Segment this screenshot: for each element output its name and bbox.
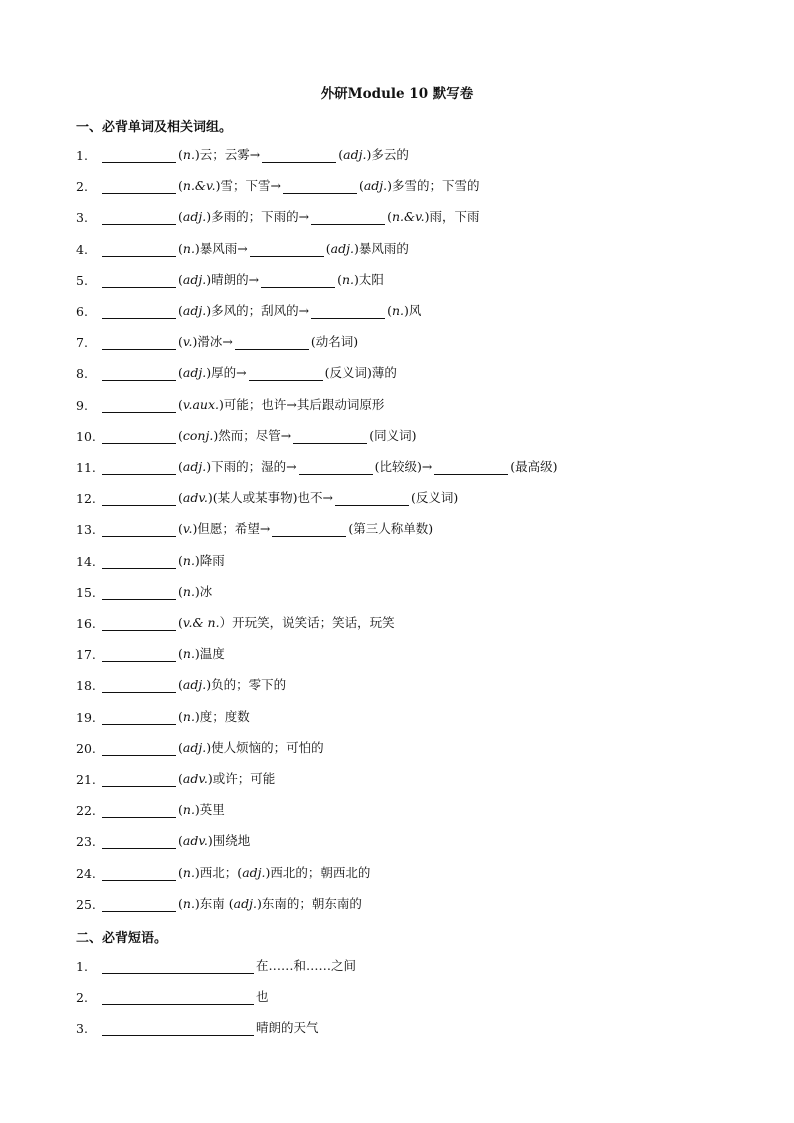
item-number: 17. <box>76 647 96 662</box>
item-text: (最高级) <box>510 459 558 474</box>
part-of-speech: v.aux. <box>182 397 219 412</box>
item-text: adj.)东南的；朝东南的 <box>233 896 362 911</box>
item-number: 9. <box>76 398 88 413</box>
item-text: 晴朗的天气 <box>256 1020 319 1035</box>
part-of-speech: adj. <box>182 272 207 287</box>
answer-blank[interactable] <box>272 522 346 537</box>
item-number: 13. <box>76 522 96 537</box>
item-text: (adj.)多云的 <box>338 147 409 162</box>
answer-blank[interactable] <box>102 897 176 912</box>
answer-blank[interactable] <box>102 990 254 1005</box>
item-text: adj.)西北的；朝西北的 <box>242 865 371 880</box>
word-item-3 <box>76 205 480 225</box>
answer-blank[interactable] <box>250 242 324 257</box>
word-item-4 <box>76 237 409 257</box>
answer-blank[interactable] <box>102 585 176 600</box>
word-item-19 <box>76 705 250 725</box>
answer-blank[interactable] <box>261 273 335 288</box>
part-of-speech: v. <box>182 334 193 349</box>
part-of-speech: adj. <box>242 865 266 880</box>
item-text: (n.)东南 ( <box>178 896 234 911</box>
item-text: (n.)西北；( <box>178 865 243 880</box>
part-of-speech: adv. <box>182 490 208 505</box>
part-of-speech: n.&v. <box>391 209 425 224</box>
item-number: 14. <box>76 554 96 569</box>
part-of-speech: adj. <box>182 209 207 224</box>
part-of-speech: n. <box>182 865 195 880</box>
word-item-21 <box>76 767 275 787</box>
item-number: 23. <box>76 834 96 849</box>
part-of-speech: v.& n. <box>182 615 220 630</box>
item-number: 22. <box>76 803 96 818</box>
word-item-23 <box>76 829 250 849</box>
item-number: 3. <box>76 1021 88 1036</box>
item-text: (v.& n.）开玩笑，说笑话；笑话，玩笑 <box>178 615 395 630</box>
part-of-speech: n. <box>391 303 404 318</box>
answer-blank[interactable] <box>235 335 309 350</box>
answer-blank[interactable] <box>283 179 357 194</box>
part-of-speech: n.&v. <box>182 178 216 193</box>
answer-blank[interactable] <box>102 491 176 506</box>
item-text: 也 <box>256 989 269 1004</box>
word-item-7 <box>76 330 358 350</box>
item-text: (adv.)围绕地 <box>178 833 251 848</box>
part-of-speech: adj. <box>182 677 207 692</box>
part-of-speech: adv. <box>182 771 208 786</box>
word-item-24 <box>76 861 370 881</box>
answer-blank[interactable] <box>102 616 176 631</box>
phrase-item-1 <box>76 954 356 974</box>
answer-blank[interactable] <box>293 429 367 444</box>
answer-blank[interactable] <box>102 803 176 818</box>
item-number: 24. <box>76 866 96 881</box>
answer-blank[interactable] <box>102 772 176 787</box>
item-text: (动名词) <box>310 334 359 349</box>
item-number: 4. <box>76 242 88 257</box>
answer-blank[interactable] <box>102 834 176 849</box>
item-number: 11. <box>76 460 96 475</box>
item-text: (adj.)下雨的；湿的→ <box>178 459 297 474</box>
phrase-item-3 <box>76 1016 319 1036</box>
answer-blank[interactable] <box>102 179 176 194</box>
item-number: 15. <box>76 585 96 600</box>
part-of-speech: conj. <box>182 428 214 443</box>
item-text: (反义词)薄的 <box>324 365 397 380</box>
answer-blank[interactable] <box>102 554 176 569</box>
answer-blank[interactable] <box>102 273 176 288</box>
section-heading-words: 一、必背单词及相关词组。 <box>76 120 233 135</box>
item-text: (v.aux.)可能；也许→其后跟动词原形 <box>178 397 385 412</box>
part-of-speech: n. <box>182 147 195 162</box>
item-number: 16. <box>76 616 96 631</box>
answer-blank[interactable] <box>102 210 176 225</box>
part-of-speech: adj. <box>182 303 207 318</box>
answer-blank[interactable] <box>299 460 373 475</box>
answer-blank[interactable] <box>249 366 323 381</box>
item-number: 12. <box>76 491 96 506</box>
part-of-speech: adj. <box>233 896 257 911</box>
item-number: 6. <box>76 304 88 319</box>
answer-blank[interactable] <box>102 335 176 350</box>
answer-blank[interactable] <box>102 429 176 444</box>
item-number: 20. <box>76 741 96 756</box>
item-text: (n.)太阳 <box>337 272 384 287</box>
answer-blank[interactable] <box>311 210 385 225</box>
part-of-speech: adj. <box>182 365 207 380</box>
word-item-17 <box>76 642 225 662</box>
word-item-12 <box>76 486 458 506</box>
part-of-speech: adj. <box>330 241 354 256</box>
item-text: (n.)温度 <box>178 646 225 661</box>
part-of-speech: adv. <box>182 833 208 848</box>
item-text: (n.&v.)雨，下雨 <box>387 209 480 224</box>
item-text: (conj.)然而；尽管→ <box>178 428 292 443</box>
item-text: (比较级)→ <box>374 459 433 474</box>
item-number: 18. <box>76 678 96 693</box>
part-of-speech: v. <box>182 521 193 536</box>
item-text: (n.)降雨 <box>178 553 225 568</box>
answer-blank[interactable] <box>434 460 508 475</box>
answer-blank[interactable] <box>102 1021 254 1036</box>
word-item-22 <box>76 798 225 818</box>
item-text: (n.)风 <box>387 303 422 318</box>
item-text: (n.&v.)雪；下雪→ <box>178 178 281 193</box>
answer-blank[interactable] <box>311 304 385 319</box>
answer-blank[interactable] <box>335 491 409 506</box>
word-item-11 <box>76 455 558 475</box>
part-of-speech: n. <box>182 241 195 256</box>
item-text: (n.)英里 <box>178 802 225 817</box>
item-text: (adj.)厚的→ <box>178 365 247 380</box>
answer-blank[interactable] <box>102 460 176 475</box>
item-text: (n.)暴风雨→ <box>178 241 248 256</box>
word-item-6 <box>76 299 421 319</box>
item-number: 7. <box>76 335 88 350</box>
item-text: (n.)云；云雾→ <box>178 147 261 162</box>
part-of-speech: n. <box>182 646 195 661</box>
item-text: (adj.)晴朗的→ <box>178 272 260 287</box>
word-item-9 <box>76 393 384 413</box>
answer-blank[interactable] <box>102 866 176 881</box>
item-text: (adj.)多风的；刮风的→ <box>178 303 310 318</box>
answer-blank[interactable] <box>102 522 176 537</box>
item-text: (adj.)多雨的；下雨的→ <box>178 209 310 224</box>
item-text: (adj.)暴风雨的 <box>325 241 409 256</box>
word-item-10 <box>76 424 416 444</box>
item-number: 5. <box>76 273 88 288</box>
item-text: (adj.)负的；零下的 <box>178 677 287 692</box>
part-of-speech: adj. <box>343 147 367 162</box>
part-of-speech: adj. <box>363 178 388 193</box>
section-heading-phrases: 二、必背短语。 <box>76 931 168 946</box>
item-number: 2. <box>76 179 88 194</box>
item-number: 3. <box>76 210 88 225</box>
word-item-14 <box>76 549 225 569</box>
word-item-18 <box>76 673 286 693</box>
answer-blank[interactable] <box>262 148 336 163</box>
answer-blank[interactable] <box>102 741 176 756</box>
item-number: 1. <box>76 148 88 163</box>
item-number: 8. <box>76 366 88 381</box>
item-number: 10. <box>76 429 96 444</box>
answer-blank[interactable] <box>102 678 176 693</box>
word-item-8 <box>76 361 397 381</box>
item-text: (v.)滑冰→ <box>178 334 233 349</box>
part-of-speech: adj. <box>182 740 207 755</box>
answer-blank[interactable] <box>102 398 176 413</box>
part-of-speech: n. <box>182 584 195 599</box>
answer-blank[interactable] <box>102 959 254 974</box>
item-number: 2. <box>76 990 88 1005</box>
item-text: 在……和……之间 <box>256 958 357 973</box>
part-of-speech: n. <box>182 553 195 568</box>
item-text: (v.)但愿；希望→ <box>178 521 271 536</box>
item-text: (同义词) <box>369 428 417 443</box>
page-title: 外研Module 10 默写卷 <box>320 86 474 102</box>
answer-blank[interactable] <box>102 148 176 163</box>
part-of-speech: n. <box>182 709 195 724</box>
item-text: (adj.)使人烦恼的；可怕的 <box>178 740 324 755</box>
answer-blank[interactable] <box>102 710 176 725</box>
answer-blank[interactable] <box>102 647 176 662</box>
word-item-20 <box>76 736 324 756</box>
word-item-1 <box>76 143 409 163</box>
word-item-2 <box>76 174 480 194</box>
answer-blank[interactable] <box>102 304 176 319</box>
word-item-25 <box>76 892 362 912</box>
item-text: (n.)冰 <box>178 584 213 599</box>
answer-blank[interactable] <box>102 366 176 381</box>
phrase-item-2 <box>76 985 269 1005</box>
item-number: 19. <box>76 710 96 725</box>
word-item-13 <box>76 517 433 537</box>
item-text: (adv.)或许；可能 <box>178 771 276 786</box>
part-of-speech: n. <box>182 896 195 911</box>
item-text: (adj.)多雪的；下雪的 <box>358 178 480 193</box>
answer-blank[interactable] <box>102 242 176 257</box>
item-text: (n.)度；度数 <box>178 709 250 724</box>
item-number: 1. <box>76 959 88 974</box>
part-of-speech: n. <box>341 272 354 287</box>
word-item-16 <box>76 611 395 631</box>
item-number: 21. <box>76 772 96 787</box>
item-text: (第三人称单数) <box>348 521 434 536</box>
item-text: (反义词) <box>411 490 459 505</box>
word-item-15 <box>76 580 212 600</box>
item-number: 25. <box>76 897 96 912</box>
part-of-speech: n. <box>182 802 195 817</box>
word-item-5 <box>76 268 384 288</box>
item-text: (adv.)(某人或某事物)也不→ <box>178 490 334 505</box>
part-of-speech: adj. <box>182 459 207 474</box>
